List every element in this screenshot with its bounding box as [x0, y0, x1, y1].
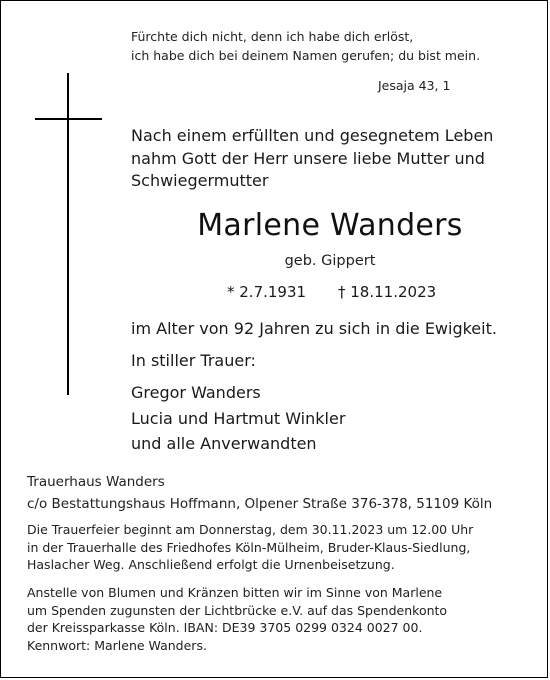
deceased-name: Marlene Wanders [197, 208, 463, 243]
verse-reference: Jesaja 43, 1 [378, 78, 451, 93]
birth-date: * 2.7.1931 [227, 283, 307, 301]
death-date: † 18.11.2023 [338, 283, 437, 301]
verse-line: ich habe dich bei deinem Namen gerufen; du bist mein. [131, 48, 481, 63]
ceremony-info [27, 521, 473, 574]
bible-verse [131, 27, 480, 65]
ceremony-line: Haslacher Weg. Anschließend erfolgt die Urnenbeisetzung. [27, 557, 395, 572]
intro-line: Schwiegermutter [131, 171, 269, 190]
birth-name: geb. Gippert [284, 253, 376, 269]
cross-horizontal-bar [35, 118, 102, 120]
age-line: im Alter von 92 Jahren zu sich in die Ewigkeit. [131, 319, 497, 338]
mourning-heading: In stiller Trauer: [131, 351, 256, 370]
ceremony-line: in der Trauerhalle des Friedhofes Köln-Mülheim, Bruder-Klaus-Siedlung, [27, 539, 471, 555]
mourner-name: Lucia und Hartmut Winkler [131, 408, 346, 428]
donation-line: Kennwort: Marlene Wanders. [27, 637, 207, 653]
mourner-name: Gregor Wanders [131, 383, 261, 402]
intro-text [131, 125, 493, 193]
donation-line: Anstelle von Blumen und Kränzen bitten wir im Sinne von Marlene [27, 585, 443, 600]
address-line: Trauerhaus Wanders [27, 474, 165, 490]
mourners-list [131, 380, 345, 457]
donation-line: um Spenden zugunsten der Lichtbrücke e.V. auf das Spendenkonto [27, 602, 448, 618]
donation-info [27, 584, 447, 654]
ceremony-line: Die Trauerfeier beginnt am Donnerstag, dem 30.11.2023 um 12.00 Uhr [27, 522, 474, 537]
verse-line: Fürchte dich nicht, denn ich habe dich erlöst, [131, 29, 414, 44]
intro-line: nahm Gott der Herr unsere liebe Mutter und [131, 148, 485, 168]
address-line: c/o Bestattungshaus Hoffmann, Olpener Straße 376-378, 51109 Köln [27, 496, 493, 512]
donation-line: der Kreissparkasse Köln. IBAN: DE39 3705 0299 0324 0027 00. [27, 620, 423, 635]
mourner-name: und alle Anverwandten [131, 434, 317, 453]
intro-line: Nach einem erfüllten und gesegnetem Leben [131, 126, 494, 145]
mourning-address [27, 471, 492, 515]
